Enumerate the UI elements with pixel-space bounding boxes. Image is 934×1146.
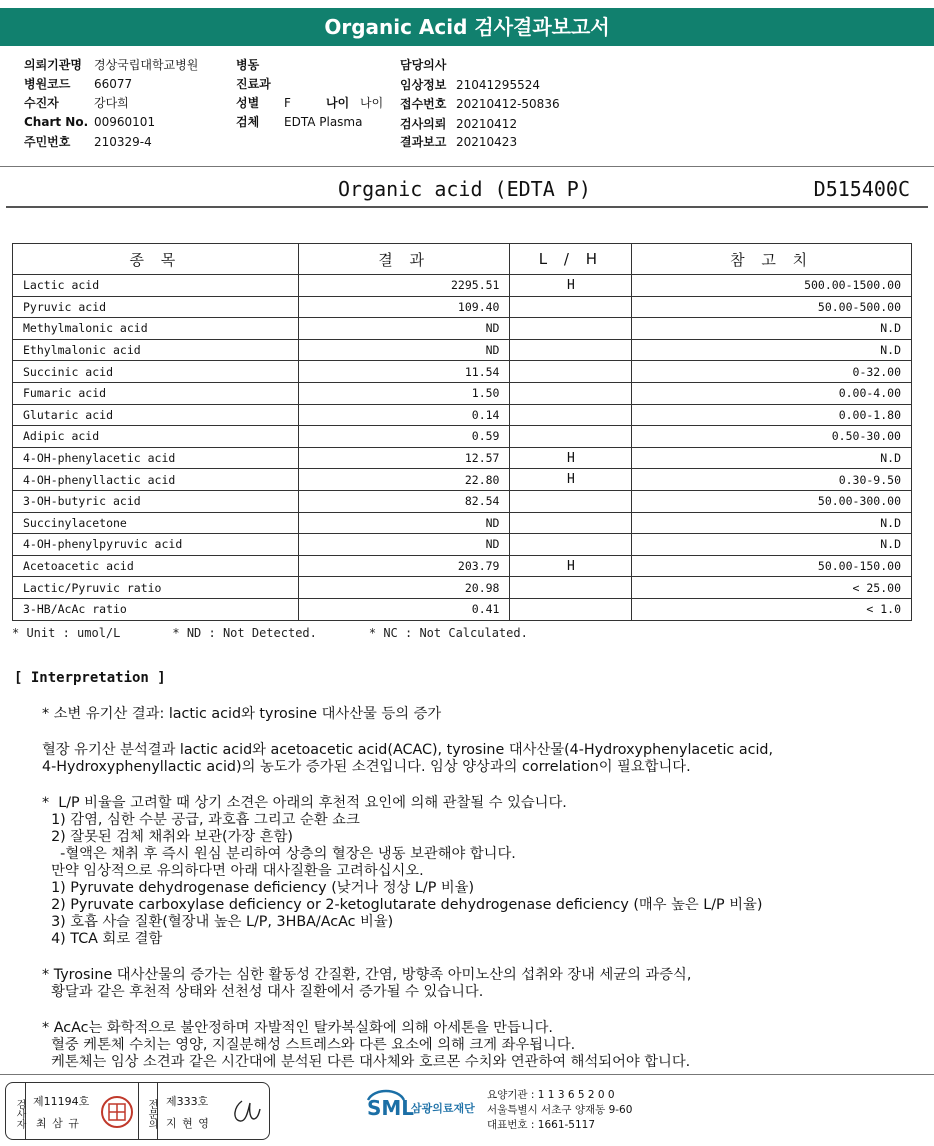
- result-value: 82.54: [298, 490, 510, 512]
- age-value: 나이: [360, 96, 384, 110]
- interpretation-line: * AcAc는 화학적으로 불안정하며 자발적인 탈카복실화에 의해 아세톤을 만듭니다.: [42, 1020, 553, 1036]
- sex-label: 성별: [236, 96, 260, 110]
- collector-label: 수진자: [24, 96, 59, 110]
- table-row: [13, 339, 912, 361]
- column-header: 참 고 치: [632, 244, 912, 275]
- analyte-name: Glutaric acid: [13, 404, 299, 426]
- department-label: 진료과: [236, 77, 271, 91]
- specialist-license: 제333호: [166, 1095, 209, 1108]
- signature-icon: [228, 1097, 262, 1127]
- column-header: 종 목: [13, 244, 299, 275]
- reference-range: N.D: [632, 447, 912, 469]
- flag: [510, 296, 632, 318]
- examiner-label: 검사자: [6, 1083, 26, 1139]
- analyte-name: Lactic/Pyruvic ratio: [13, 577, 299, 599]
- clinical-info-row: [400, 76, 540, 93]
- chart-no-value: 00960101: [94, 115, 156, 129]
- organization-name: 삼광의료재단: [411, 1102, 475, 1115]
- analyte-name: 3-HB/AcAc ratio: [13, 598, 299, 620]
- test-code: D515400C: [813, 177, 910, 201]
- flag: [510, 382, 632, 404]
- resident-no-label: 주민번호: [24, 135, 71, 149]
- signature-box: [5, 1082, 270, 1140]
- doctor-label: 담당의사: [400, 58, 447, 72]
- flag: [510, 426, 632, 448]
- interpretation-line: 케톤체는 임상 소견과 같은 시간대에 분석된 다른 대사체와 호르몬 수치와 연관하여 해석되어야 합니다.: [42, 1054, 691, 1070]
- table-row: [13, 447, 912, 469]
- table-row: [13, 382, 912, 404]
- reference-range: 500.00-1500.00: [632, 275, 912, 297]
- specimen-value: EDTA Plasma: [284, 115, 363, 129]
- contact-info: [487, 1088, 632, 1133]
- table-row: [13, 534, 912, 556]
- request-date-label: 검사의뢰: [400, 117, 447, 131]
- sml-logo-text: SML: [367, 1096, 415, 1120]
- accession-row: [400, 95, 560, 112]
- analyte-name: 4-OH-phenylacetic acid: [13, 447, 299, 469]
- report-title: Organic Acid 검사결과보고서: [0, 8, 934, 46]
- reference-range: < 1.0: [632, 598, 912, 620]
- report-date-row: [400, 133, 517, 150]
- flag: [510, 577, 632, 599]
- result-value: ND: [298, 339, 510, 361]
- resident-no-row: [24, 133, 152, 150]
- column-header: L / H: [510, 244, 632, 275]
- institution-value: 경상국립대학교병원: [94, 58, 199, 72]
- table-row: [13, 296, 912, 318]
- table-row: [13, 318, 912, 340]
- interpretation-line: 2) Pyruvate carboxylase deficiency or 2-ketoglutarate dehydrogenase deficiency (매우 높은 L/P 비율): [42, 897, 763, 913]
- reference-range: N.D: [632, 318, 912, 340]
- specialist-name: 지 현 영: [166, 1117, 210, 1130]
- interpretation-line: 1) 감염, 심한 수분 공급, 과호흡 그리고 순환 쇼크: [42, 812, 360, 828]
- reference-range: < 25.00: [632, 577, 912, 599]
- table-row: [13, 361, 912, 383]
- interpretation-line: * Tyrosine 대사산물의 증가는 심한 활동성 간질환, 간염, 방향족 아미노산의 섭취와 장내 세균의 과증식,: [42, 967, 692, 983]
- clinical-info-label: 임상정보: [400, 78, 447, 92]
- result-value: 0.41: [298, 598, 510, 620]
- sex-row: [236, 94, 383, 111]
- result-value: 22.80: [298, 469, 510, 491]
- hospital-code-value: 66077: [94, 77, 133, 91]
- result-value: 203.79: [298, 555, 510, 577]
- interpretation-line: 만약 임상적으로 유의하다면 아래 대사질환을 고려하십시오.: [42, 863, 424, 879]
- info-divider: [0, 166, 934, 167]
- reference-range: 50.00-150.00: [632, 555, 912, 577]
- interpretation-line: * 소변 유기산 결과: lactic acid와 tyrosine 대사산물 등의 증가: [42, 706, 442, 722]
- institution-code: 요양기관 : 1 1 3 6 5 2 0 0: [487, 1089, 615, 1101]
- request-date-value: 20210412: [456, 117, 518, 131]
- collector-value: 강다희: [94, 96, 129, 110]
- examiner-license: 제11194호: [33, 1095, 90, 1108]
- footer-divider: [0, 1074, 934, 1075]
- flag: [510, 598, 632, 620]
- interpretation-line: 4) TCA 회로 결함: [42, 931, 163, 947]
- table-row: [13, 577, 912, 599]
- result-value: ND: [298, 512, 510, 534]
- analyte-name: Acetoacetic acid: [13, 555, 299, 577]
- nc-note: * NC : Not Calculated.: [368, 626, 528, 640]
- collector-row: [24, 94, 129, 111]
- interpretation-line: 혈중 케톤체 수치는 영양, 지질분해성 스트레스와 다른 요소에 의해 크게 좌우됩니다.: [42, 1037, 576, 1053]
- analyte-name: Adipic acid: [13, 426, 299, 448]
- table-row: [13, 404, 912, 426]
- footer: [0, 1076, 934, 1146]
- reference-range: N.D: [632, 534, 912, 556]
- analyte-name: Pyruvic acid: [13, 296, 299, 318]
- flag: H: [510, 275, 632, 297]
- flag: [510, 512, 632, 534]
- table-row: [13, 512, 912, 534]
- table-row: [13, 598, 912, 620]
- test-name: Organic acid (EDTA P): [338, 177, 591, 201]
- department-row: [236, 75, 284, 92]
- result-value: 1.50: [298, 382, 510, 404]
- accession-label: 접수번호: [400, 97, 447, 111]
- results-table: [12, 243, 912, 621]
- analyte-name: Ethylmalonic acid: [13, 339, 299, 361]
- institution-label: 의뢰기관명: [24, 58, 82, 72]
- report-date-label: 결과보고: [400, 135, 447, 149]
- address: 서울특별시 서초구 양재동 9-60: [487, 1104, 633, 1116]
- analyte-name: Succinylacetone: [13, 512, 299, 534]
- reference-range: 0-32.00: [632, 361, 912, 383]
- clinical-info-value: 21041295524: [456, 78, 540, 92]
- reference-range: 0.50-30.00: [632, 426, 912, 448]
- table-row: [13, 490, 912, 512]
- table-notes: [12, 626, 580, 640]
- reference-range: 0.00-4.00: [632, 382, 912, 404]
- resident-no-value: 210329-4: [94, 135, 152, 149]
- ward-label: 병동: [236, 58, 260, 72]
- report-date-value: 20210423: [456, 135, 518, 149]
- result-value: 109.40: [298, 296, 510, 318]
- accession-value: 20210412-50836: [456, 97, 560, 111]
- column-header: 결 과: [298, 244, 510, 275]
- interpretation-line: -혈액은 채취 후 즉시 원심 분리하여 상층의 혈장은 냉동 보관해야 합니다.: [42, 846, 516, 862]
- interpretation-line: * L/P 비율을 고려할 때 상기 소견은 아래의 후천적 요인에 의해 관찰될 수 있습니다.: [42, 795, 567, 811]
- age-label: 나이: [326, 96, 350, 110]
- ward-row: [236, 56, 284, 73]
- analyte-name: 4-OH-phenyllactic acid: [13, 469, 299, 491]
- flag: [510, 404, 632, 426]
- reference-range: 50.00-500.00: [632, 296, 912, 318]
- specimen-row: [236, 113, 362, 130]
- specimen-label: 검체: [236, 115, 260, 129]
- flag: H: [510, 447, 632, 469]
- table-row: [13, 275, 912, 297]
- result-value: 0.59: [298, 426, 510, 448]
- institution-row: [24, 56, 198, 73]
- analyte-name: Lactic acid: [13, 275, 299, 297]
- interpretation-line: 1) Pyruvate dehydrogenase deficiency (낮거나 정상 L/P 비율): [42, 880, 475, 896]
- seal-icon: [100, 1095, 134, 1129]
- interpretation-line: 4-Hydroxyphenyllactic acid)의 농도가 증가된 소견입니다. 임상 양상과의 correlation이 필요합니다.: [42, 759, 691, 775]
- nd-note: * ND : Not Detected.: [172, 626, 317, 640]
- table-row: [13, 426, 912, 448]
- analyte-name: Methylmalonic acid: [13, 318, 299, 340]
- flag: [510, 490, 632, 512]
- hospital-code-label: 병원코드: [24, 77, 71, 91]
- result-value: 2295.51: [298, 275, 510, 297]
- unit-note: * Unit : umol/L: [12, 626, 121, 640]
- interpretation-line: 3) 호흡 사슬 질환(혈장내 높은 L/P, 3HBA/AcAc 비율): [42, 914, 394, 930]
- test-divider: [6, 206, 928, 208]
- chart-no-row: [24, 115, 155, 129]
- reference-range: 0.30-9.50: [632, 469, 912, 491]
- flag: H: [510, 555, 632, 577]
- analyte-name: 3-OH-butyric acid: [13, 490, 299, 512]
- analyte-name: 4-OH-phenylpyruvic acid: [13, 534, 299, 556]
- doctor-row: [400, 56, 456, 73]
- chart-no-label: Chart No.: [24, 115, 89, 129]
- result-value: 20.98: [298, 577, 510, 599]
- flag: [510, 339, 632, 361]
- result-value: ND: [298, 318, 510, 340]
- interpretation-line: 혈장 유기산 분석결과 lactic acid와 acetoacetic acid(ACAC), tyrosine 대사산물(4-Hydroxyphenylacetic acid,: [42, 742, 774, 758]
- interpretation-line: 2) 잘못된 검체 채취와 보관(가장 흔함): [42, 829, 293, 845]
- reference-range: 0.00-1.80: [632, 404, 912, 426]
- specialist-label: 전문의: [138, 1083, 158, 1139]
- reference-range: N.D: [632, 512, 912, 534]
- result-value: 11.54: [298, 361, 510, 383]
- examiner-name: 최 삼 규: [36, 1117, 80, 1130]
- reference-range: N.D: [632, 339, 912, 361]
- flag: [510, 361, 632, 383]
- request-date-row: [400, 115, 517, 132]
- table-header-row: [13, 244, 912, 275]
- interpretation-title: [ Interpretation ]: [14, 670, 166, 686]
- table-row: [13, 555, 912, 577]
- result-value: 12.57: [298, 447, 510, 469]
- interpretation-body: [42, 706, 922, 1071]
- table-row: [13, 469, 912, 491]
- flag: [510, 318, 632, 340]
- test-header: [0, 177, 934, 207]
- phone: 대표번호 : 1661-5117: [487, 1119, 596, 1131]
- hospital-code-row: [24, 75, 132, 92]
- result-value: ND: [298, 534, 510, 556]
- flag: H: [510, 469, 632, 491]
- result-value: 0.14: [298, 404, 510, 426]
- analyte-name: Succinic acid: [13, 361, 299, 383]
- analyte-name: Fumaric acid: [13, 382, 299, 404]
- reference-range: 50.00-300.00: [632, 490, 912, 512]
- flag: [510, 534, 632, 556]
- interpretation-line: 황달과 같은 후천적 상태와 선천성 대사 질환에서 증가될 수 있습니다.: [42, 984, 484, 1000]
- sex-value: F: [284, 96, 291, 110]
